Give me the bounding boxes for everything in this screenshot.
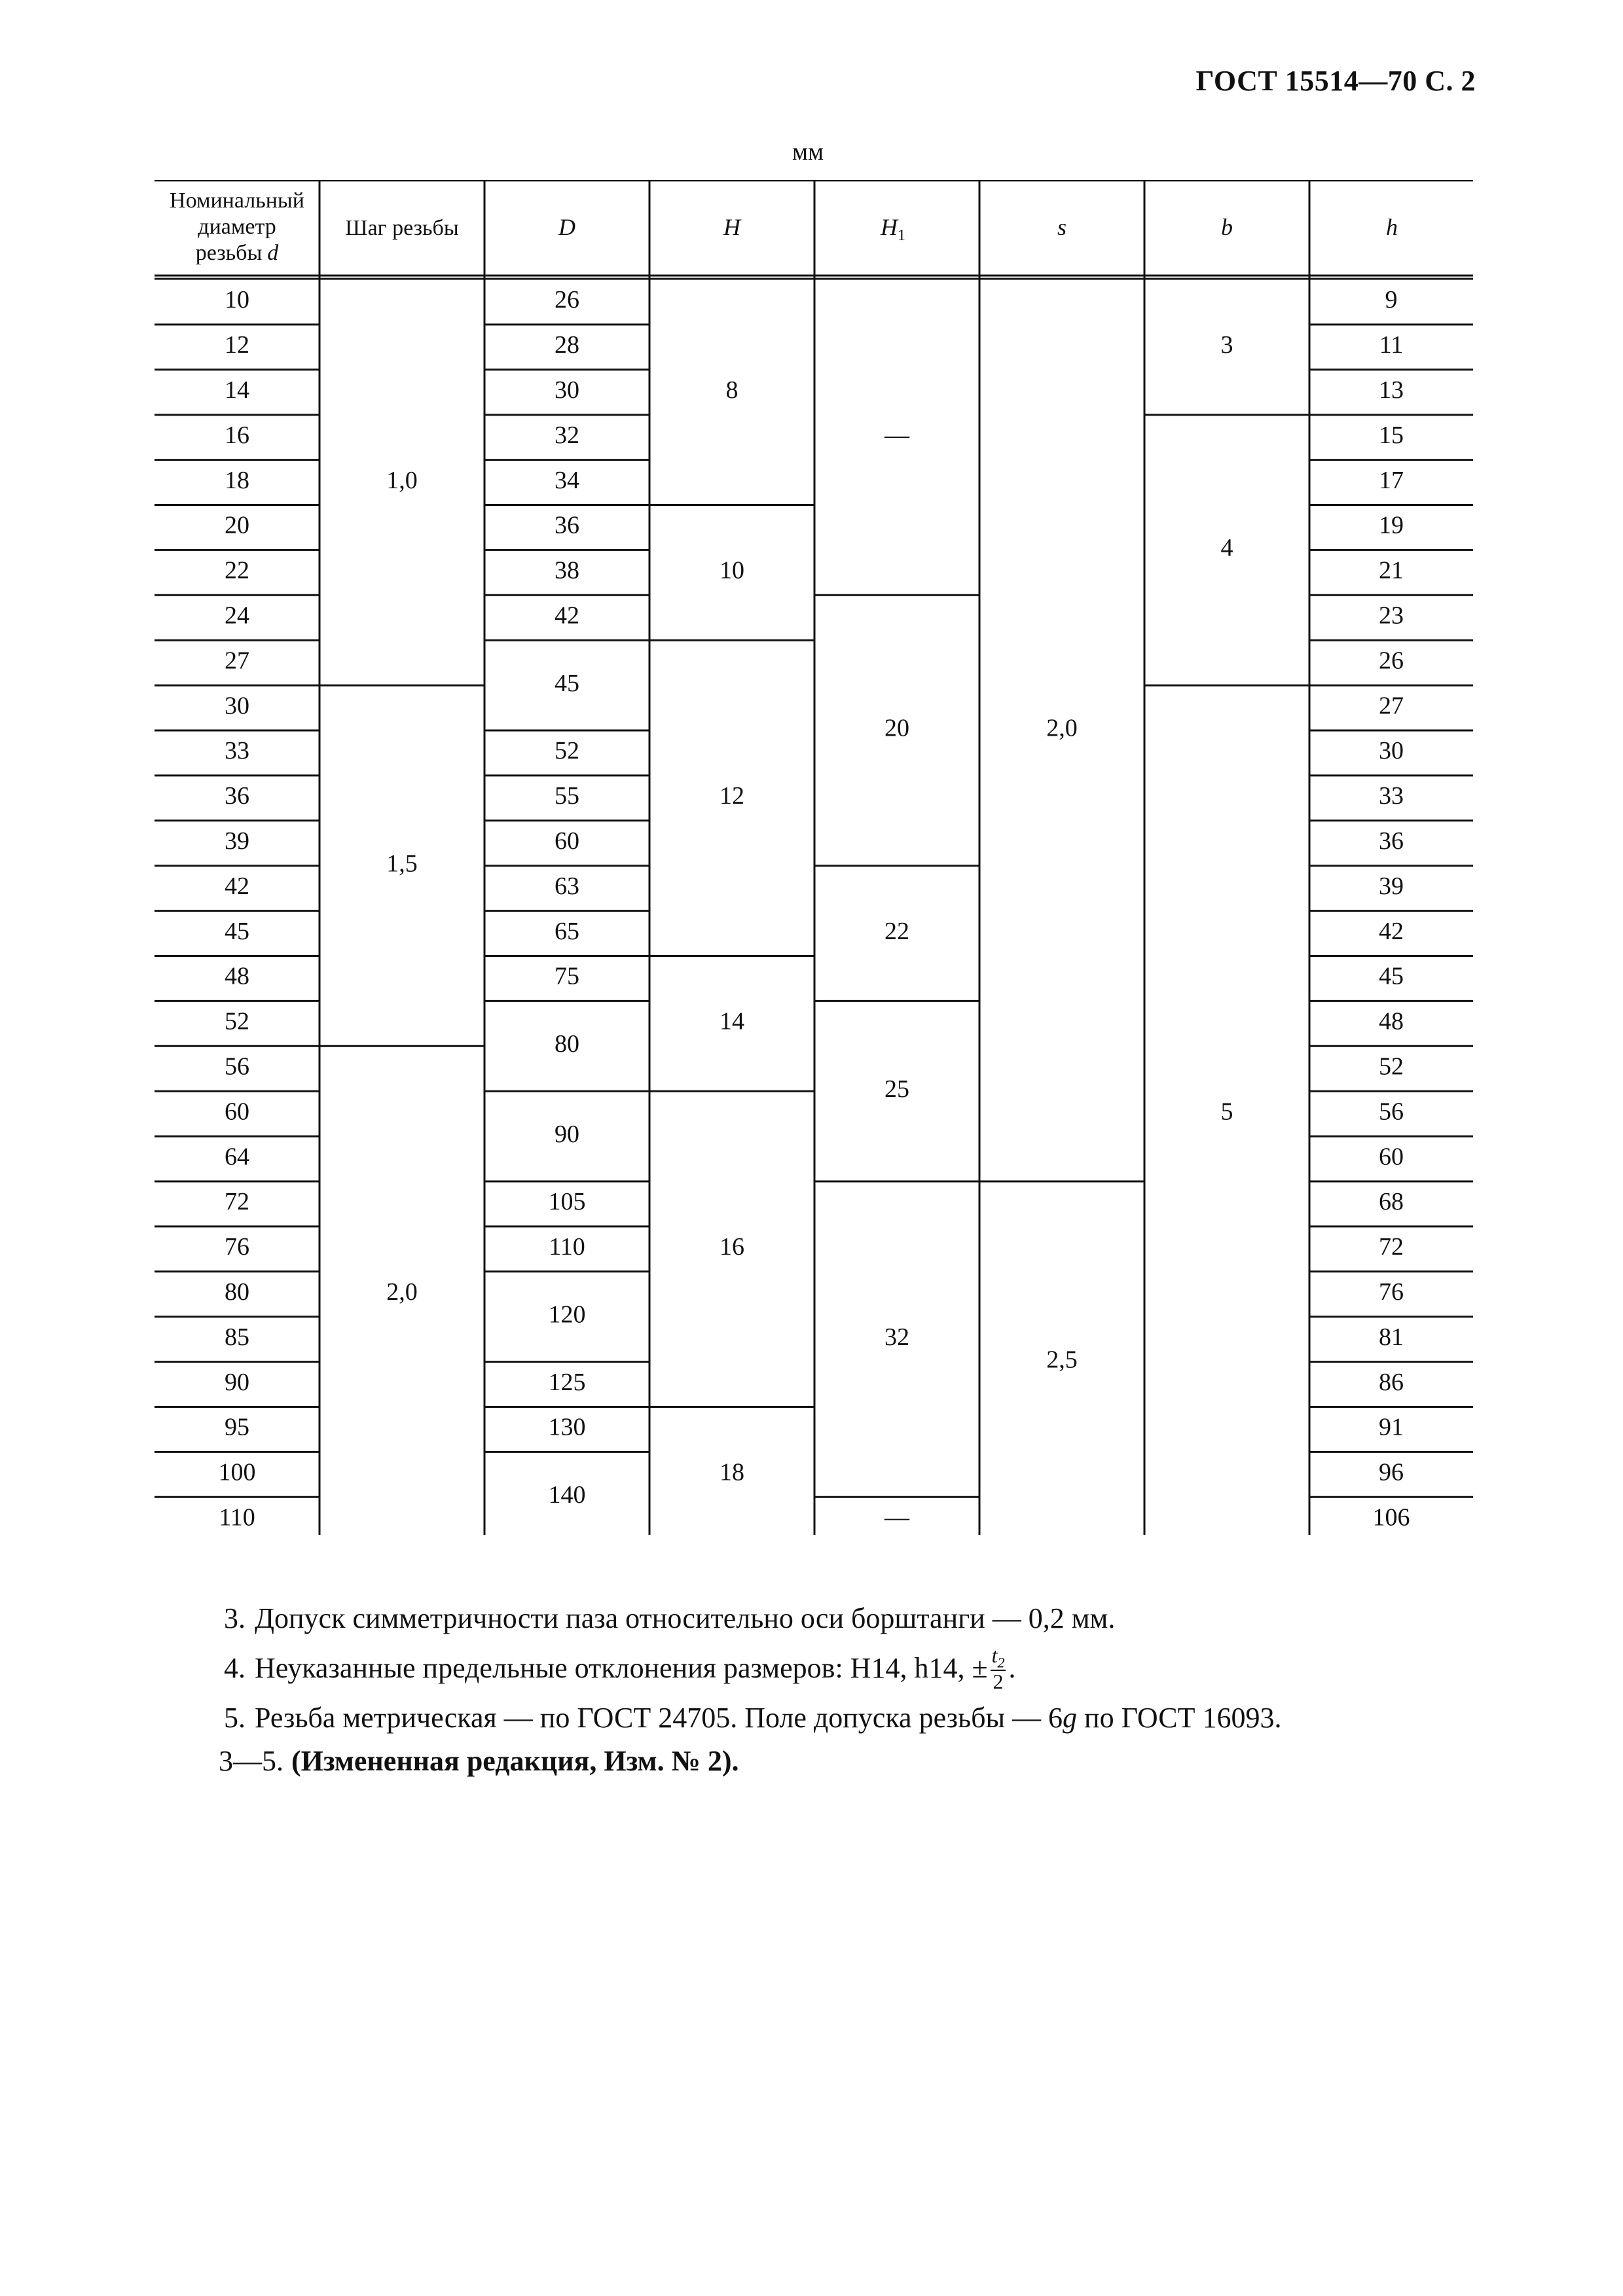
- cell-h: 14: [720, 1007, 744, 1035]
- note-3-5: [219, 1740, 1281, 1783]
- fraction-numerator: [991, 1645, 1006, 1671]
- header-d-line1: Номинальный: [170, 188, 304, 213]
- cell-d: 125: [548, 1368, 586, 1396]
- cell-h: 10: [720, 556, 744, 584]
- cell-d: 60: [225, 1098, 249, 1126]
- header-d-line3: [196, 241, 280, 265]
- note-5-text-a: Резьба метрическая — по ГОСТ 24705. Поле допуска резьбы — 6: [255, 1702, 1063, 1734]
- cell-d: 64: [225, 1143, 249, 1171]
- cell-h: 30: [1379, 737, 1404, 765]
- header-H1-sub: 1: [898, 227, 905, 244]
- cell-h: 106: [1372, 1503, 1410, 1532]
- cell-h: 60: [1379, 1143, 1404, 1171]
- dimensions-table: [155, 180, 1473, 1535]
- cell-h: 19: [1379, 511, 1404, 539]
- cell-h: 8: [725, 376, 739, 404]
- page-header: ГОСТ 15514—70 С. 2: [1195, 65, 1476, 97]
- cell-h: 86: [1379, 1368, 1404, 1396]
- table-header: [170, 188, 1398, 265]
- cell-d: 130: [548, 1413, 586, 1441]
- cell-h1: 22: [884, 917, 909, 945]
- cell-h: 15: [1379, 421, 1404, 449]
- cell-d: 38: [555, 556, 579, 584]
- cell-d: 42: [555, 601, 579, 630]
- cell-d: 33: [225, 737, 249, 765]
- cell-d: 24: [225, 601, 249, 630]
- cell-d: 55: [555, 782, 579, 810]
- cell-d: 18: [225, 466, 249, 494]
- cell-d: 95: [225, 1413, 249, 1441]
- note-4-number: 4.: [224, 1652, 246, 1684]
- cell-d: 39: [225, 827, 249, 855]
- fraction-numerator-sub: 2: [997, 1654, 1005, 1671]
- cell-d: 28: [555, 331, 579, 359]
- cell-d: 80: [555, 1030, 579, 1058]
- cell-h1: —: [884, 421, 909, 449]
- cell-h: 42: [1379, 917, 1404, 945]
- cell-d: 52: [555, 737, 579, 765]
- cell-d: 48: [225, 962, 249, 990]
- cell-h: 72: [1379, 1233, 1404, 1261]
- note-3-number: 3.: [224, 1602, 246, 1634]
- cell-d: 110: [549, 1233, 585, 1261]
- cell-d: 12: [225, 331, 249, 359]
- cell-d: 52: [225, 1007, 249, 1035]
- note-3-5-number: 3—5.: [219, 1745, 283, 1777]
- cell-pitch: 1,5: [386, 850, 418, 878]
- header-s: s: [1057, 214, 1067, 240]
- note-4-text: Неуказанные предельные отклонения размеров: H14, h14, ±: [255, 1652, 988, 1684]
- cell-h: 26: [1379, 647, 1404, 675]
- cell-d: 100: [218, 1458, 256, 1486]
- cell-d: 45: [555, 669, 579, 697]
- note-4: [224, 1640, 1281, 1696]
- cell-d: 32: [555, 421, 579, 449]
- cell-h1: —: [884, 1503, 909, 1532]
- cell-h: 96: [1379, 1458, 1404, 1486]
- fraction-denominator: 2: [993, 1670, 1004, 1694]
- header-b: b: [1221, 214, 1233, 240]
- cell-h: 76: [1379, 1278, 1404, 1306]
- cell-h: 23: [1379, 601, 1404, 630]
- cell-h: 16: [720, 1233, 744, 1261]
- cell-d: 65: [555, 917, 579, 945]
- cell-d: 90: [225, 1368, 249, 1396]
- header-pitch: Шаг резьбы: [345, 216, 459, 240]
- cell-d: 30: [555, 376, 579, 404]
- note-5: [224, 1696, 1281, 1740]
- cell-h: 68: [1379, 1188, 1404, 1216]
- note-4-end: .: [1008, 1652, 1016, 1684]
- cell-h: 48: [1379, 1007, 1404, 1035]
- cell-d: 22: [225, 556, 249, 584]
- cell-d: 63: [555, 872, 579, 900]
- cell-h1: 20: [884, 714, 909, 742]
- cell-h: 39: [1379, 872, 1404, 900]
- cell-d: 80: [225, 1278, 249, 1306]
- cell-b: 4: [1220, 534, 1233, 562]
- cell-h: 13: [1379, 376, 1404, 404]
- cell-d: 76: [225, 1233, 249, 1261]
- cell-d: 60: [555, 827, 579, 855]
- cell-h: 21: [1379, 556, 1404, 584]
- table-rules: [155, 180, 1473, 1535]
- cell-h: 18: [720, 1458, 744, 1486]
- cell-d: 42: [225, 872, 249, 900]
- header-H1: [880, 214, 905, 244]
- cell-pitch: 1,0: [386, 466, 418, 494]
- cell-h: 81: [1379, 1323, 1404, 1351]
- cell-d: 34: [555, 466, 579, 494]
- cell-d: 90: [555, 1120, 579, 1148]
- header-d-symbol: d: [267, 241, 279, 265]
- cell-d: 105: [548, 1188, 586, 1216]
- cell-d: 110: [219, 1503, 255, 1532]
- note-5-text-b: по ГОСТ 16093.: [1077, 1702, 1282, 1734]
- cell-d: 14: [225, 376, 249, 404]
- cell-h: 91: [1379, 1413, 1404, 1441]
- header-d-line2: диаметр: [198, 215, 276, 239]
- cell-h: 17: [1379, 466, 1404, 494]
- note-4-fraction: [991, 1645, 1006, 1692]
- cell-d: 140: [548, 1481, 586, 1509]
- header-H1-base: H: [881, 214, 898, 240]
- cell-h: 27: [1379, 692, 1404, 720]
- cell-d: 36: [225, 782, 249, 810]
- note-3-5-reference: (Измененная редакция, Изм. № 2).: [291, 1745, 739, 1777]
- header-H: H: [723, 214, 740, 240]
- note-3: [224, 1597, 1281, 1640]
- note-3-text: Допуск симметричности паза относительно оси борштанги — 0,2 мм.: [255, 1602, 1116, 1634]
- cell-h: 11: [1379, 331, 1404, 359]
- cell-d: 10: [225, 286, 249, 314]
- fraction-numerator-symbol: t: [991, 1643, 998, 1667]
- notes: [219, 1597, 1282, 1783]
- cell-d: 30: [225, 692, 249, 720]
- unit-label: мм: [792, 138, 824, 166]
- cell-h: 45: [1379, 962, 1404, 990]
- cell-h: 52: [1379, 1052, 1404, 1081]
- header-h: h: [1386, 214, 1398, 240]
- cell-d: 45: [225, 917, 249, 945]
- cell-d: 72: [225, 1188, 249, 1216]
- cell-d: 36: [555, 511, 579, 539]
- note-5-number: 5.: [224, 1702, 246, 1734]
- cell-d: 27: [225, 647, 249, 675]
- cell-d: 56: [225, 1052, 249, 1081]
- cell-b: 5: [1220, 1098, 1233, 1126]
- cell-s: 2,5: [1046, 1346, 1078, 1374]
- cell-h: 33: [1379, 782, 1404, 810]
- cell-d: 120: [548, 1300, 586, 1329]
- cell-h: 36: [1379, 827, 1404, 855]
- cell-d: 85: [225, 1323, 249, 1351]
- cell-h1: 25: [884, 1075, 909, 1103]
- cell-h1: 32: [884, 1323, 909, 1351]
- cell-d: 16: [225, 421, 249, 449]
- cell-h: 12: [720, 782, 744, 810]
- cell-s: 2,0: [1046, 714, 1078, 742]
- cell-d: 75: [555, 962, 579, 990]
- cell-b: 3: [1220, 331, 1233, 359]
- cell-h: 56: [1379, 1098, 1404, 1126]
- cell-d: 20: [225, 511, 249, 539]
- header-d-word: резьбы: [195, 241, 263, 265]
- header-D: D: [558, 214, 575, 240]
- cell-h: 9: [1385, 286, 1398, 314]
- cell-d: 26: [555, 286, 579, 314]
- note-5-text-g: g: [1063, 1702, 1078, 1734]
- cell-pitch: 2,0: [386, 1278, 418, 1306]
